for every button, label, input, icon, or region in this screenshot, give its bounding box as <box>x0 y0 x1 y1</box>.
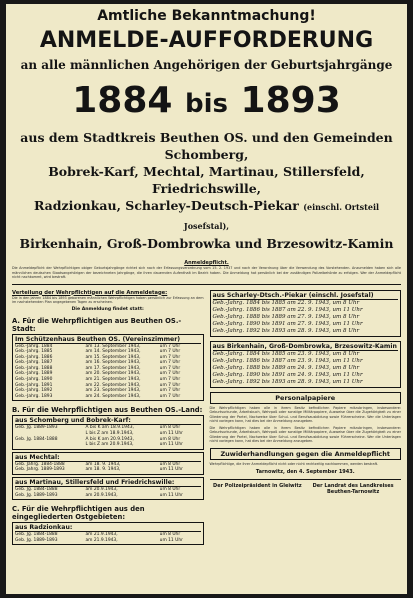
table-cell: um 8 Uhr <box>159 461 181 467</box>
table-cell: am 14. September 1943, <box>85 349 141 355</box>
table-row <box>15 538 201 544</box>
martinau-rows <box>15 487 201 498</box>
table-row: Geb.-Jahrg. 1888 bis 1889 am 24. 9. 1943, um 8 Uhr <box>212 364 360 371</box>
table-cell: um 8 Uhr <box>159 436 181 442</box>
table-cell: Geb.-Jahrg. 1886 <box>15 354 53 360</box>
table-cell: Geb. Jg. 1889-1893 <box>15 425 58 431</box>
box-birkenhain <box>210 341 402 388</box>
table-row <box>15 394 201 400</box>
table-row: Geb.-Jahrg. 1890 bis 1891 am 27. 9. 1943, um 11 Uhr <box>212 320 363 327</box>
table-cell: L bis Z am 20.9.1943, <box>85 442 134 448</box>
right-column <box>210 288 402 546</box>
places-line-3-small: (einschl. Ortsteil Josefstal), <box>183 202 380 231</box>
table-cell: am 18. 9. 1943, <box>85 461 121 467</box>
table-cell: um 7 Uhr <box>159 349 181 355</box>
verteilung-text: Die in den Jahren 1884 bis 1893 geborenen männlichen Wehrpflichtigen haben persönlich zur Erfassung an dem im nachstehenden Plan angegebenen Tagen zu erscheinen. <box>12 295 204 304</box>
year-bis: bis <box>185 89 228 119</box>
table-cell: Geb.-Jahrg. 1884 <box>15 343 53 349</box>
table-cell: Geb. Jg. 1884-1888 <box>15 436 58 442</box>
section-a: A. Für die Wehrpflichtigen aus Beuthen OS.-Stadt: <box>12 316 182 333</box>
personal-title: Personalpapiere <box>210 392 402 404</box>
signatures <box>210 479 402 495</box>
table-cell: um 7 Uhr <box>159 388 181 394</box>
poster <box>6 4 407 594</box>
signature-left: Der Polizeipräsident in Gleiwitz <box>213 483 302 489</box>
scharley-head: aus Scharley-Dtsch.-Piekar (einschl. Josefstal) <box>213 292 399 300</box>
place-date: Tarnowitz, den 4. September 1943. <box>255 469 355 475</box>
table-row: Geb.-Jahrg. 1892 bis 1893 am 28. 9. 1943, um 11 Uhr <box>212 378 363 385</box>
table-row: Geb.-Jahrg. 1884 bis 1885 am 23. 9. 1943, um 8 Uhr <box>212 350 360 357</box>
table-row: Geb.-Jahrg. 1890 bis 1891 am 24. 9. 1943, um 11 Uhr <box>212 371 363 378</box>
box-a-rows <box>15 344 201 400</box>
table-cell: am 20.9.1943, <box>85 492 118 498</box>
table-cell: Geb. Jg. 1884-1888 <box>15 487 58 492</box>
table-cell: um 7 Uhr <box>159 377 181 383</box>
places-line-2: Bobrek-Karf, Mechtal, Martinau, Stillersfeld, Friedrichswille, <box>48 164 365 196</box>
table-cell: am 21. September 1943, <box>85 377 141 383</box>
scharley-rows <box>213 300 399 335</box>
table-cell: um 7 Uhr <box>159 354 181 360</box>
table-cell: am 24. September 1943, <box>85 393 141 399</box>
year-from: 1884 <box>72 80 173 121</box>
table-cell: Geb. Jg. 1884-1888 <box>15 532 58 538</box>
places-line-3-main: Radzionkau, Scharley-Deutsch-Piekar <box>33 198 299 213</box>
section-c: C. Für die Wehrpflichtigen aus den eingegliederten Ostgebieten: <box>12 505 145 522</box>
table-cell: Geb.-Jahrg. 1887 <box>15 360 53 366</box>
table-cell: Geb.-Jahrg. 1890 <box>15 377 53 383</box>
birkenhain-rows <box>213 351 399 386</box>
birkenhain-head: aus Birkenhain, Groß-Dombrowka, Brzesowitz-Kamin <box>212 342 397 350</box>
table-row: Geb.-Jahrg. 1886 bis 1887 am 22. 9. 1943, um 11 Uhr <box>212 306 363 313</box>
table-row: Geb.-Jahrg. 1892 bis 1893 am 28. 9. 1943, um 8 Uhr <box>212 327 360 334</box>
table-cell: am 20.9.1943, <box>85 487 118 492</box>
table-row: Geb.-Jahrg. 1888 bis 1889 am 27. 9. 1943, um 8 Uhr <box>212 313 360 320</box>
box-a-head: Im Schützenhaus Beuthen OS. (Vereinszimmer) <box>15 336 201 344</box>
table-cell: um 11 Uhr <box>159 492 183 498</box>
table-cell: L bis Z am 18.9.1943, <box>85 431 134 437</box>
subtitle: an alle männlichen Angehörigen der Geburtsjahrgänge <box>20 58 393 72</box>
table-cell: Geb. Jahrg. 1889-1893 <box>15 467 65 473</box>
box-radzionkau <box>12 522 204 545</box>
mechtal-head: aus Mechtal: <box>15 454 201 462</box>
table-cell: am 23. September 1943, <box>85 388 141 394</box>
verteilung-title: Verteilung der Wehrpflichtigen auf die Anmeldetage: <box>12 289 168 296</box>
mechtal-rows <box>15 462 201 473</box>
table-cell: um 7 Uhr <box>159 393 181 399</box>
left-column <box>12 288 204 546</box>
table-cell: am 18. 9. 1943, <box>85 467 121 473</box>
box-b <box>12 415 204 449</box>
box-martinau <box>12 477 204 500</box>
table-cell: am 22. September 1943, <box>85 382 141 388</box>
table-cell: am 15. September 1943, <box>85 354 141 360</box>
table-cell: Geb. Jg. 1889-1893 <box>15 492 58 498</box>
zuwider-text: Wehrpflichtige, die ihrer Anmeldepflicht nicht oder nicht rechtzeitig nachkommen, werden bestraft. <box>209 461 379 466</box>
table-cell: am 21.9.1943, <box>85 532 118 538</box>
table-cell: um 7 Uhr <box>159 360 181 366</box>
box-scharley <box>210 290 402 337</box>
header: Amtliche Bekanntmachung! <box>97 8 316 24</box>
table-cell: Geb.-Jahrg. 1891 <box>15 382 53 388</box>
radzionkau-head: aus Radzionkau: <box>15 524 201 532</box>
table-cell: am 16. September 1943, <box>85 360 141 366</box>
table-cell <box>15 442 85 448</box>
zuwider-title: Zuwiderhandlungen gegen die Anmeldepflicht <box>210 448 402 460</box>
table-cell: am 21.9.1943, <box>85 537 118 543</box>
table-cell: A bis K am 18.9.1943, <box>85 425 134 431</box>
table-cell: um 11 Uhr <box>159 442 183 448</box>
places <box>12 129 401 252</box>
table-row: Geb.-Jahrg. 1886 bis 1887 am 23. 9. 1943, um 11 Uhr <box>212 357 363 364</box>
box-b-head: aus Schomberg und Bobrek-Karf: <box>15 417 201 425</box>
table-cell: Geb.-Jahrg. 1892 <box>15 388 53 394</box>
personal-text-2: Die Wehrpflichtigen haben alle in ihrem Besitz befindlichen Papiere mitzubringen, insbesondere: Geburtsurkunde, Arbeitsbuch, Wehrpaß oder sonstige Militärpapiere, Ausweise über die Zugehörigkeit zu einer Gliederung der Partei, Nachweise über Schul- und Berufsausbildung sowie Führerscheine. Wer die Unterlagen nicht vorlegen kann, hat dies bei der Anmeldung anzugeben. <box>209 425 401 443</box>
table-row <box>15 442 201 448</box>
table-cell: um 8 Uhr <box>159 425 181 431</box>
places-line-4: Birkenhain, Groß-Dombrowka und Brzesowitz-Kamin <box>19 236 394 251</box>
table-cell: um 11 Uhr <box>159 537 183 543</box>
signature-right: Der Landrat des Landkreises Beuthen-Tarnowitz <box>312 483 394 495</box>
table-cell: um 11 Uhr <box>159 431 183 437</box>
section-b: B. Für die Wehrpflichtigen aus Beuthen OS.-Land: <box>12 406 203 415</box>
anmeldepflicht-text: Die Anmeldepflicht der Wehrpflichtigen obiger Geburtsjahrgänge richtet sich nach der Erfassungsverordnung vom 15. 2. 1937 und nach der Verordnung über die Verwendung des Vorstehenden. Anzumelden haben sich alle männlichen deutschen Staatsangehörigen der bezeichneten Jahrgänge, die ihren dauernden Aufenthalt im Bezirk haben. Die Anmeldung hat persönlich bei der zuständigen Polizeibehörde zu erfolgen. Wer der Anmeldepflicht nicht nachkommt, wird bestraft. <box>12 266 401 279</box>
anmeldung-statt: Die Anmeldung findet statt: <box>71 306 144 312</box>
table-row <box>15 493 201 499</box>
anmeldepflicht-title: Anmeldepflicht. <box>184 260 229 266</box>
columns <box>12 288 401 546</box>
radzionkau-rows <box>15 532 201 543</box>
table-cell: um 7 Uhr <box>159 343 181 349</box>
box-b-rows <box>15 425 201 447</box>
table-cell: um 7 Uhr <box>159 382 181 388</box>
table-cell: um 8 Uhr <box>159 487 181 492</box>
personal-text: Die Wehrpflichtigen haben alle in ihrem Besitz befindlichen Papiere mitzubringen, insbesondere: Geburtsurkunde, Arbeitsbuch, Wehrpaß oder sonstige Militärpapiere, Ausweise über die Zugehörigkeit zu einer Gliederung der Partei, Nachweise über Schul- und Berufsausbildung sowie Führerscheine. Wer die Unterlagen nicht vorlegen kann, hat dies bei der Anmeldung anzugeben. <box>209 405 401 423</box>
table-cell: am 13. September 1943, <box>85 343 141 349</box>
table-cell: um 7 Uhr <box>159 371 181 377</box>
table-cell: um 7 Uhr <box>159 365 181 371</box>
table-cell: am 20. September 1943, <box>85 371 141 377</box>
table-cell: um 11 Uhr <box>159 467 183 473</box>
table-cell: um 8 Uhr <box>159 532 181 538</box>
table-row <box>15 467 201 473</box>
table-cell: Geb.-Jahrg. 1885 <box>15 349 53 355</box>
table-cell: Geb.-Jahrg. 1893 <box>15 393 53 399</box>
box-mechtal <box>12 452 204 475</box>
table-row: Geb.-Jahrg. 1884 bis 1885 am 22. 9. 1943, um 8 Uhr <box>212 299 360 306</box>
table-cell: Geb.-Jahrg. 1889 <box>15 371 53 377</box>
table-cell: Geb. Jahrg. 1884-1888 <box>15 461 65 467</box>
table-cell: A bis K am 20.9.1943, <box>85 436 134 442</box>
years <box>12 80 401 125</box>
places-line-1: aus dem Stadtkreis Beuthen OS. und den Gemeinden Schomberg, <box>20 130 393 162</box>
box-a <box>12 334 204 402</box>
places-line-3 <box>12 197 401 235</box>
table-cell: Geb.-Jahrg. 1888 <box>15 365 53 371</box>
page-title: ANMELDE-AUFFORDERUNG <box>39 28 374 53</box>
table-cell: Geb. Jg. 1889-1893 <box>15 537 58 543</box>
year-to: 1893 <box>240 80 341 121</box>
divider <box>12 284 401 285</box>
martinau-head: aus Martinau, Stillersfeld und Friedrichswille: <box>15 479 201 487</box>
table-cell: am 17. September 1943, <box>85 365 141 371</box>
